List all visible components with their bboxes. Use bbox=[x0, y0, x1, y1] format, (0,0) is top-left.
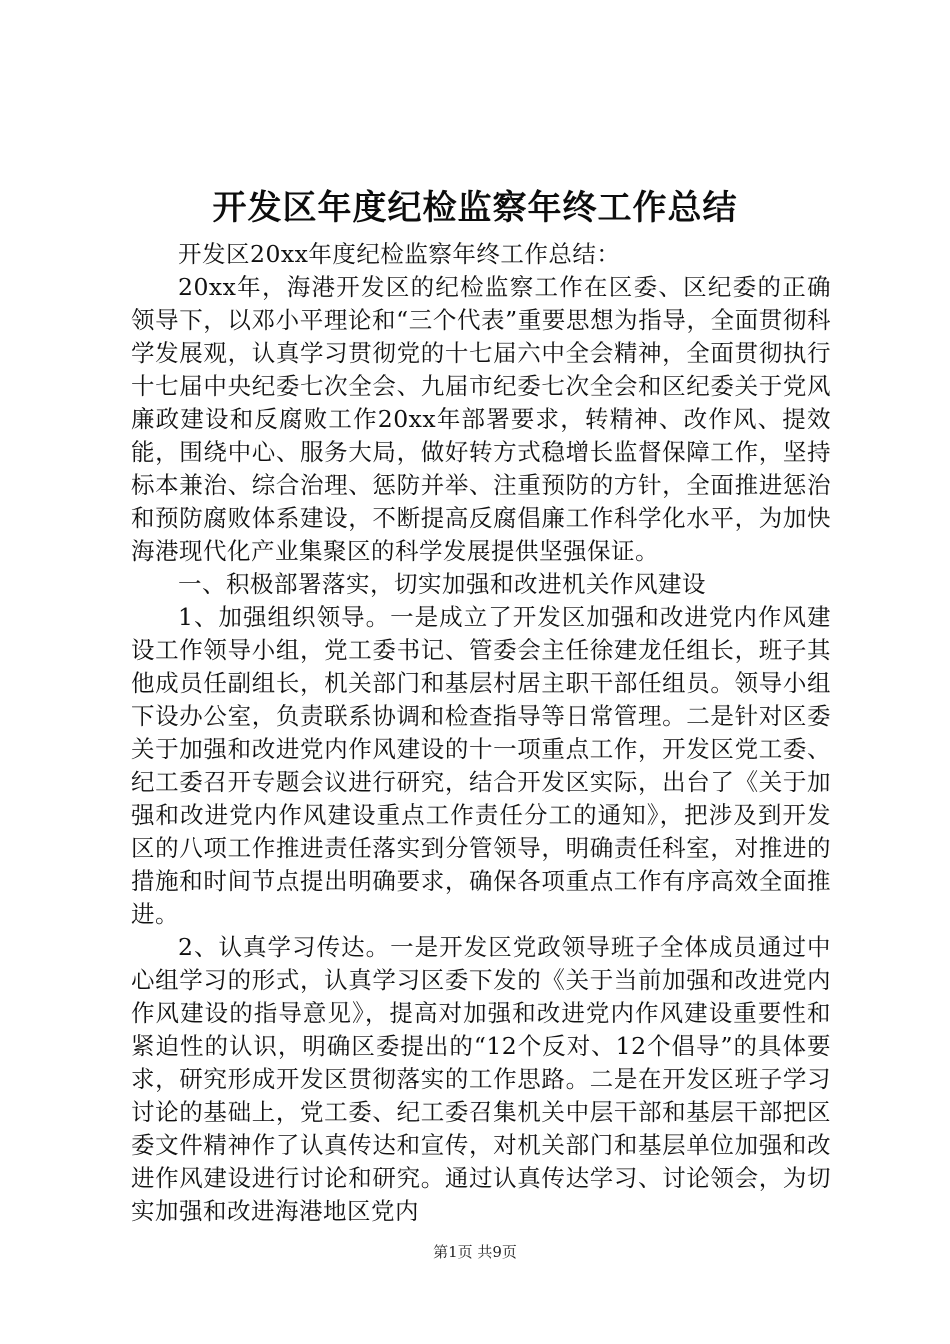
paragraph-overview: 20xx年，海港开发区的纪检监察工作在区委、区纪委的正确领导下，以邓小平理论和“三个代表”重要思想为指导，全面贯彻科学发展观，认真学习贯彻党的十七届六中全会精神，全面贯彻执行十七届中央纪委七次全会、九届市纪委七次全会和区纪委关于党风廉政建设和反腐败工作20xx年部署要求，转精神、改作风、提效能，围绕中心、服务大局，做好转方式稳增长监督保障工作，坚持标本兼治、综合治理、惩防并举、注重预防的方针，全面推进惩治和预防腐败体系建设，不断提高反腐倡廉工作科学化水平，为加快海港现代化产业集聚区的科学发展提供坚强保证。 bbox=[131, 273, 831, 565]
paragraph-intro: 开发区20xx年度纪检监察年终工作总结： bbox=[178, 240, 621, 268]
document-title: 开发区年度纪检监察年终工作总结 bbox=[212, 188, 738, 228]
page-footer: 第1页 共9页 bbox=[433, 1243, 517, 1261]
paragraph-item-2: 2、认真学习传达。一是开发区党政领导班子全体成员通过中心组学习的形式，认真学习区委下发的《关于当前加强和改进党内作风建设的指导意见》，提高对加强和改进党内作风建设重要性和紧迫性的认识，明确区委提出的“12个反对、12个倡导”的具体要求，研究形成开发区贯彻落实的工作思路。二是在开发区班子学习讨论的基础上，党工委、纪工委召集机关中层干部和基层干部把区委文件精神作了认真传达和宣传，对机关部门和基层单位加强和改进作风建设进行讨论和研究。通过认真传达学习、讨论领会，为切实加强和改进海港地区党内 bbox=[131, 933, 831, 1225]
section-heading: 一、积极部署落实，切实加强和改进机关作风建设 bbox=[178, 570, 706, 598]
paragraph-item-1: 1、加强组织领导。一是成立了开发区加强和改进党内作风建设工作领导小组，党工委书记、管委会主任徐建龙任组长，班子其他成员任副组长，机关部门和基层村居主职干部任组员。领导小组下设办公室，负责联系协调和检查指导等日常管理。二是针对区委关于加强和改进党内作风建设的十一项重点工作，开发区党工委、纪工委召开专题会议进行研究，结合开发区实际，出台了《关于加强和改进党内作风建设重点工作责任分工的通知》，把涉及到开发区的八项工作推进责任落实到分管领导，明确责任科室，对推进的措施和时间节点提出明确要求，确保各项重点工作有序高效全面推进。 bbox=[131, 603, 831, 928]
document-body bbox=[131, 238, 831, 1228]
